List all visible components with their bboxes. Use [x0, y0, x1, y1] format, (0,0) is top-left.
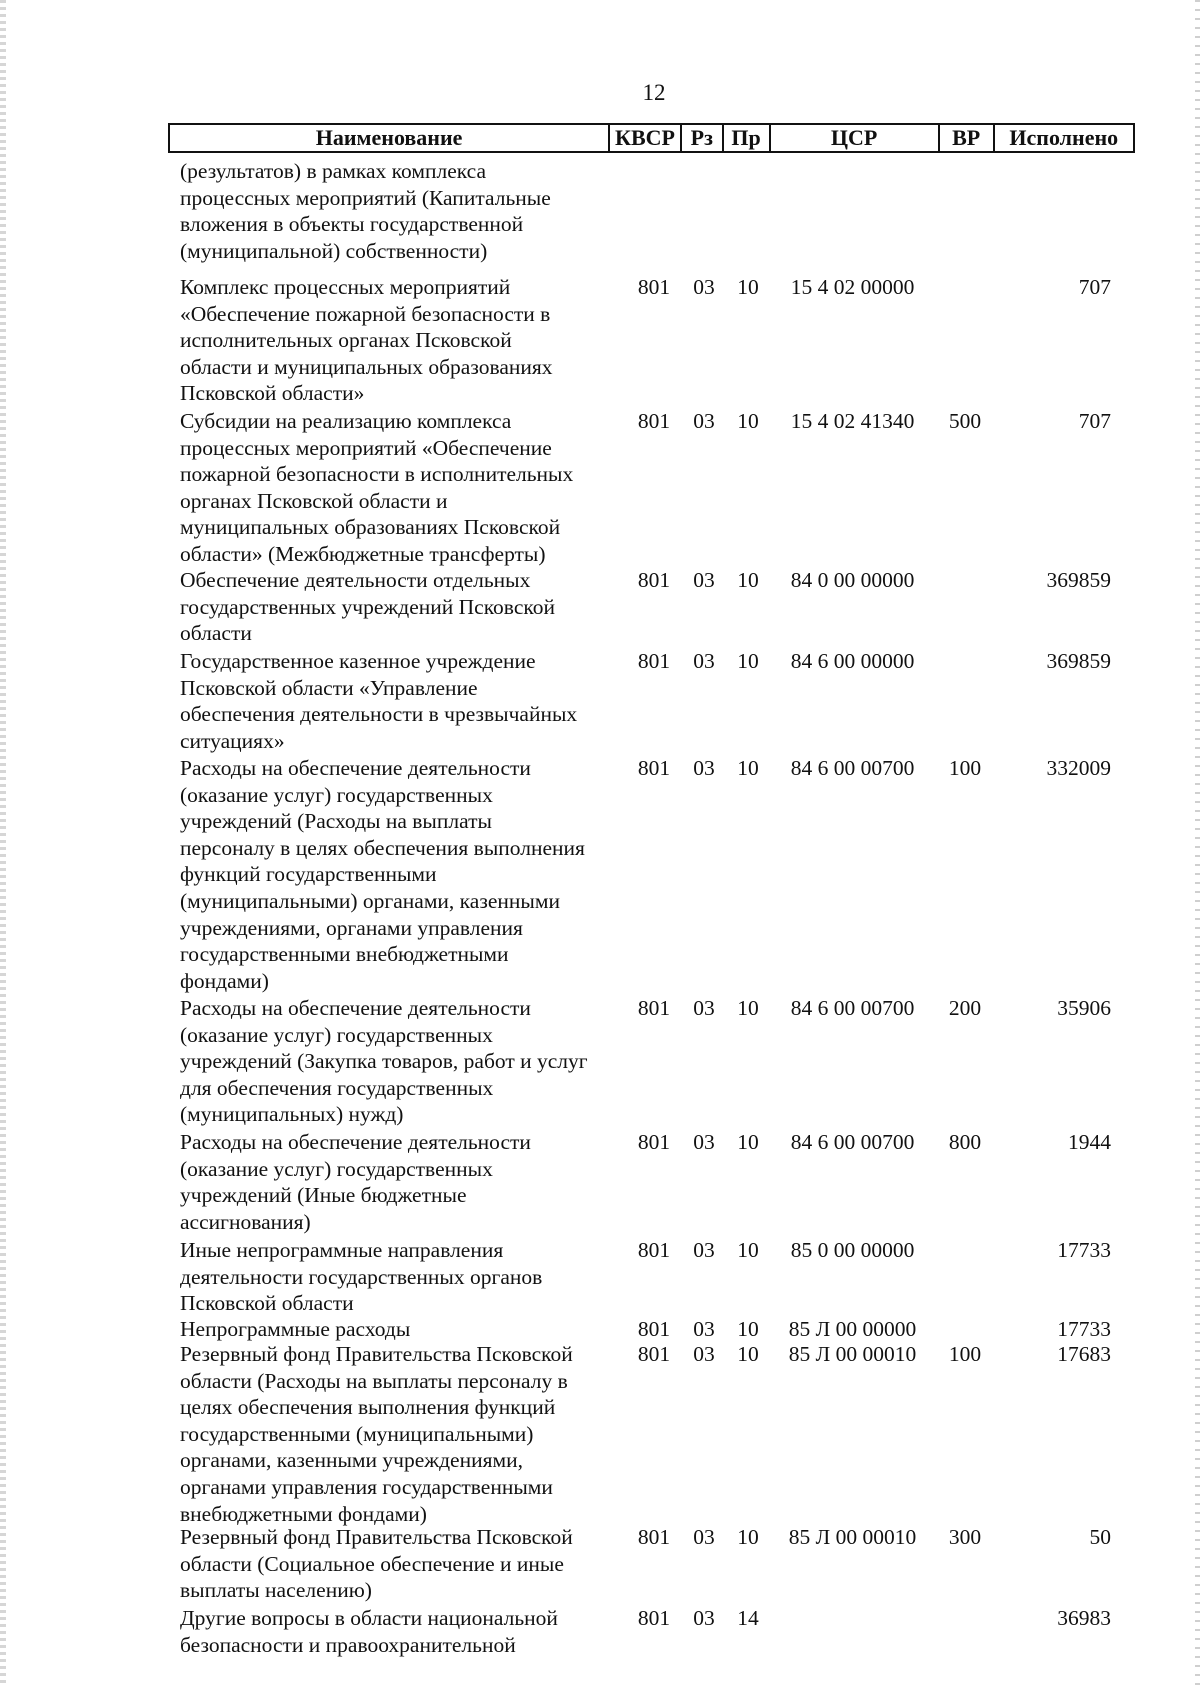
cell-pr: 14 [737, 1606, 759, 1630]
cell-kvsr: 801 [637, 1342, 671, 1366]
cell-csr: 15 4 02 41340 [790, 409, 915, 433]
row-name [180, 1237, 610, 1317]
row-name-line: Обеспечение деятельности отдельных [180, 568, 531, 592]
row-name-line: учреждений (Расходы на выплаты [180, 809, 492, 834]
row-name-line: муниципальных образованиях Псковской [180, 515, 561, 540]
row-name-line: Расходы на обеспечение деятельности [180, 756, 531, 780]
cell-csr: 85 Л 00 00000 [788, 1317, 917, 1341]
row-name-line: (муниципальной) собственности) [180, 238, 488, 263]
cell-isp: 332009 [1046, 756, 1111, 780]
row-name-line: целях обеспечения выполнения функций [180, 1395, 556, 1420]
cell-pr: 10 [737, 649, 759, 673]
cell-kvsr: 801 [637, 1130, 671, 1154]
cell-pr: 10 [737, 1238, 759, 1262]
row-name-line: Псковской области [180, 1291, 354, 1316]
row-name-line: Непрограммные расходы [180, 1317, 411, 1341]
row-name-line: исполнительных органах Псковской [180, 328, 512, 353]
cell-rz: 03 [693, 568, 715, 592]
row-name [180, 1341, 610, 1527]
cell-isp: 1944 [1068, 1130, 1111, 1154]
row-name-line: области и муниципальных образованиях [180, 354, 553, 379]
row-name-line: «Обеспечение пожарной безопасности в [180, 301, 551, 326]
row-name-line: (оказание услуг) государственных [180, 1022, 493, 1047]
scan-edge-right [1195, 0, 1200, 1686]
cell-rz: 03 [693, 409, 715, 433]
cell-isp: 707 [1078, 275, 1111, 299]
row-name-line: внебюджетными фондами) [180, 1501, 427, 1526]
row-name-line: безопасности и правоохранительной [180, 1632, 516, 1657]
row-name-line: процессных мероприятий (Капитальные [180, 185, 551, 210]
cell-pr: 10 [737, 1130, 759, 1154]
scan-edge-left [0, 0, 6, 1686]
cell-csr: 84 6 00 00700 [790, 756, 915, 780]
row-name-line: ассигнования) [180, 1209, 311, 1234]
cell-csr: 84 6 00 00700 [790, 1130, 915, 1154]
row-name [180, 567, 610, 647]
row-name-line: для обеспечения государственных [180, 1075, 494, 1100]
row-name-line: деятельности государственных органов [180, 1264, 543, 1289]
cell-isp: 36983 [1057, 1606, 1111, 1630]
cell-rz: 03 [693, 1606, 715, 1630]
row-name-line: Расходы на обеспечение деятельности [180, 1130, 531, 1154]
header-csr: ЦСР [771, 125, 940, 151]
row-name-line: государственных учреждений Псковской [180, 594, 555, 619]
row-name-line: Псковской области «Управление [180, 675, 478, 700]
cell-csr: 84 6 00 00700 [790, 996, 915, 1020]
row-name [180, 408, 610, 568]
row-name [180, 274, 610, 407]
cell-kvsr: 801 [637, 1317, 671, 1341]
row-name [180, 1524, 610, 1604]
row-name-line: Другие вопросы в области национальной [180, 1606, 558, 1630]
row-name [180, 1129, 610, 1235]
cell-rz: 03 [693, 1238, 715, 1262]
cell-csr: 84 6 00 00000 [790, 649, 915, 673]
row-name-line: Субсидии на реализацию комплекса [180, 409, 512, 433]
cell-pr: 10 [737, 1342, 759, 1366]
row-name-line: области (Социальное обеспечение и иные [180, 1551, 564, 1576]
cell-isp: 707 [1078, 409, 1111, 433]
row-name-line: ситуациях» [180, 728, 285, 753]
row-name-line: Расходы на обеспечение деятельности [180, 996, 531, 1020]
cell-pr: 10 [737, 409, 759, 433]
row-name-line: (муниципальных) нужд) [180, 1102, 404, 1127]
cell-rz: 03 [693, 1342, 715, 1366]
row-name-line: процессных мероприятий «Обеспечение [180, 435, 552, 460]
row-name [180, 1605, 610, 1658]
cell-kvsr: 801 [637, 275, 671, 299]
cell-kvsr: 801 [637, 568, 671, 592]
cell-pr: 10 [737, 996, 759, 1020]
row-name-line: Резервный фонд Правительства Псковской [180, 1525, 573, 1549]
cell-pr: 10 [737, 1525, 759, 1549]
cell-vr: 100 [948, 1342, 982, 1366]
cell-csr: 85 Л 00 00010 [788, 1342, 917, 1366]
header-rz: Рз [682, 125, 724, 151]
row-name-line: обеспечения деятельности в чрезвычайных [180, 702, 578, 727]
cell-csr: 85 Л 00 00010 [788, 1525, 917, 1549]
cell-pr: 10 [737, 275, 759, 299]
cell-csr: 84 0 00 00000 [790, 568, 915, 592]
cell-rz: 03 [693, 275, 715, 299]
row-name-line: области [180, 621, 252, 646]
cell-kvsr: 801 [637, 649, 671, 673]
row-name [180, 648, 610, 754]
row-name-line: (результатов) в рамках комплекса [180, 159, 487, 183]
row-name [180, 1316, 610, 1343]
cell-isp: 17733 [1057, 1238, 1111, 1262]
row-name-line: пожарной безопасности в исполнительных [180, 462, 574, 487]
row-name [180, 158, 610, 264]
cell-pr: 10 [737, 568, 759, 592]
row-name-line: учреждений (Иные бюджетные [180, 1183, 467, 1208]
cell-rz: 03 [693, 1317, 715, 1341]
row-name-line: (оказание услуг) государственных [180, 782, 493, 807]
cell-rz: 03 [693, 649, 715, 673]
cell-isp: 50 [1089, 1525, 1111, 1549]
header-vr: ВР [940, 125, 995, 151]
header-isp: Исполнено [1009, 125, 1119, 150]
cell-kvsr: 801 [637, 409, 671, 433]
row-name-line: Резервный фонд Правительства Псковской [180, 1342, 573, 1366]
cell-csr: 85 0 00 00000 [790, 1238, 915, 1262]
cell-vr: 500 [948, 409, 982, 433]
row-name-line: персоналу в целях обеспечения выполнения [180, 835, 585, 860]
cell-isp: 17683 [1057, 1342, 1111, 1366]
row-name-line: области (Расходы на выплаты персоналу в [180, 1368, 568, 1393]
row-name-line: органах Псковской области и [180, 488, 448, 513]
cell-vr: 100 [948, 756, 982, 780]
row-name-line: органами управления государственными [180, 1474, 553, 1499]
cell-kvsr: 801 [637, 1606, 671, 1630]
cell-isp: 369859 [1046, 568, 1111, 592]
cell-vr: 800 [948, 1130, 982, 1154]
cell-rz: 03 [693, 1130, 715, 1154]
row-name-line: функций государственными [180, 862, 437, 887]
row-name [180, 995, 610, 1128]
row-name-line: учреждениями, органами управления [180, 915, 523, 940]
cell-kvsr: 801 [637, 996, 671, 1020]
table-header [168, 123, 1135, 153]
cell-kvsr: 801 [637, 756, 671, 780]
row-name-line: вложения в объекты государственной [180, 212, 524, 237]
row-name-line: Государственное казенное учреждение [180, 649, 536, 673]
row-name-line: государственными (муниципальными) [180, 1421, 534, 1446]
row-name-line: области» (Межбюджетные трансферты) [180, 541, 546, 566]
row-name-line: Псковской области» [180, 381, 365, 406]
header-name: Наименование [170, 125, 610, 151]
row-name-line: фондами) [180, 968, 269, 993]
row-name-line: (муниципальными) органами, казенными [180, 888, 560, 913]
row-name [180, 755, 610, 994]
row-name-line: Комплекс процессных мероприятий [180, 275, 511, 299]
row-name-line: Иные непрограммные направления [180, 1238, 504, 1262]
header-pr: Пр [724, 125, 771, 151]
row-name-line: государственными внебюджетными [180, 942, 509, 967]
row-name-line: органами, казенными учреждениями, [180, 1448, 523, 1473]
cell-pr: 10 [737, 1317, 759, 1341]
header-kvsr: КВСР [610, 125, 682, 151]
cell-vr: 200 [948, 996, 982, 1020]
cell-isp: 369859 [1046, 649, 1111, 673]
cell-rz: 03 [693, 996, 715, 1020]
cell-rz: 03 [693, 1525, 715, 1549]
page-number: 12 [642, 80, 666, 105]
row-name-line: учреждений (Закупка товаров, работ и услуг [180, 1049, 588, 1074]
cell-kvsr: 801 [637, 1238, 671, 1262]
cell-isp: 35906 [1057, 996, 1111, 1020]
row-name-line: (оказание услуг) государственных [180, 1156, 493, 1181]
cell-kvsr: 801 [637, 1525, 671, 1549]
row-name-line: выплаты населению) [180, 1578, 372, 1603]
cell-rz: 03 [693, 756, 715, 780]
cell-pr: 10 [737, 756, 759, 780]
cell-isp: 17733 [1057, 1317, 1111, 1341]
cell-csr: 15 4 02 00000 [790, 275, 915, 299]
cell-vr: 300 [948, 1525, 982, 1549]
